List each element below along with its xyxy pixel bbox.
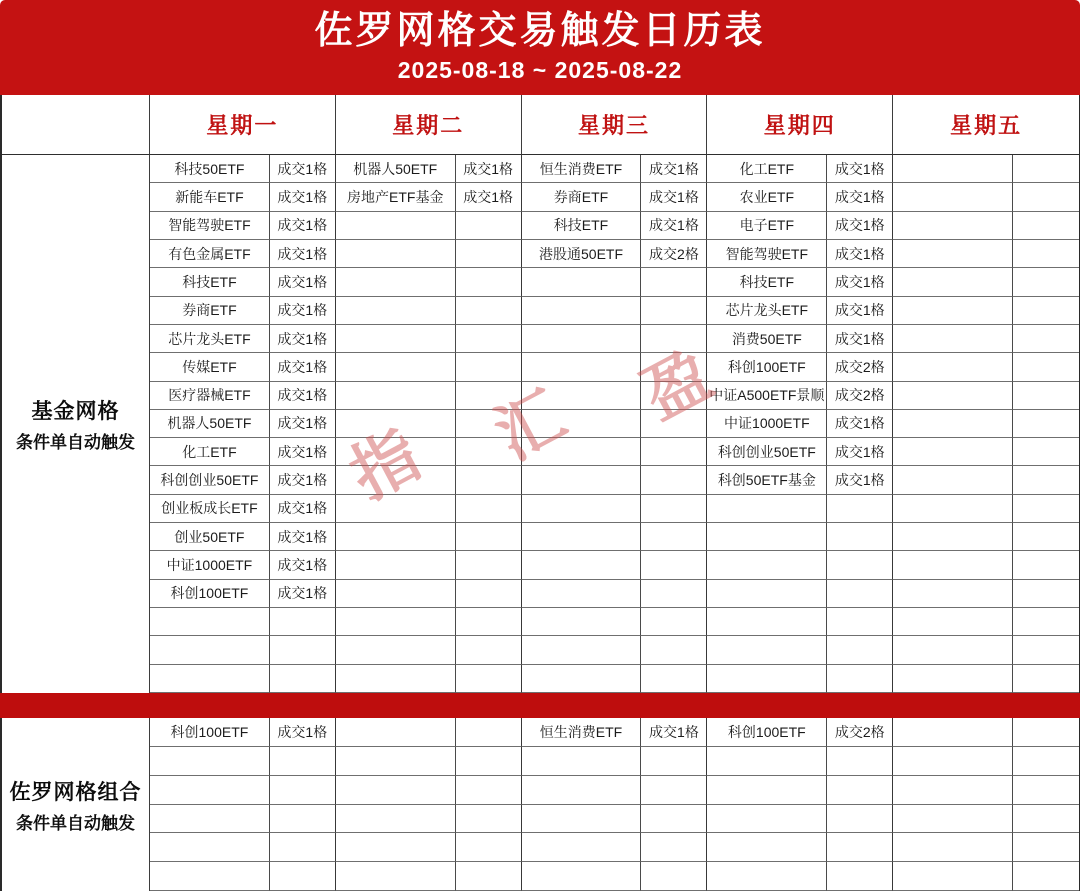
trade-grid-count-cell xyxy=(1013,665,1079,693)
etf-name-cell xyxy=(150,636,270,664)
trade-grid-count-cell xyxy=(827,495,893,523)
trade-grid-count-cell xyxy=(827,523,893,551)
trade-grid-count-cell xyxy=(456,636,522,664)
trade-grid-count-cell xyxy=(641,353,707,381)
header-corner-cell xyxy=(2,95,150,155)
trade-grid-count-cell xyxy=(1013,155,1079,183)
etf-name-cell xyxy=(336,747,456,776)
trade-grid-count-cell: 成交2格 xyxy=(827,353,893,381)
trade-grid-count-cell xyxy=(270,776,336,805)
etf-name-cell: 化工ETF xyxy=(150,438,270,466)
etf-name-cell xyxy=(893,240,1013,268)
etf-name-cell xyxy=(522,495,642,523)
section-title: 佐罗网格组合 xyxy=(9,780,142,804)
section-subtitle: 条件单自动触发 xyxy=(16,813,135,833)
trade-grid-count-cell xyxy=(1013,240,1079,268)
etf-name-cell: 科创100ETF xyxy=(150,580,270,608)
trade-grid-count-cell xyxy=(1013,551,1079,579)
trade-grid-count-cell xyxy=(270,805,336,834)
trade-grid-count-cell: 成交2格 xyxy=(641,240,707,268)
trade-grid-count-cell xyxy=(641,466,707,494)
watermark-char: 汇 xyxy=(483,376,577,474)
etf-name-cell: 农业ETF xyxy=(707,183,827,211)
etf-name-cell xyxy=(522,325,642,353)
etf-name-cell xyxy=(707,665,827,693)
section-title: 基金网格 xyxy=(31,400,120,423)
trade-grid-count-cell xyxy=(1013,833,1079,862)
zorro-portfolio-section xyxy=(0,718,1080,891)
weekday-header-row xyxy=(0,95,1080,155)
trade-grid-count-cell xyxy=(1013,212,1079,240)
etf-name-cell xyxy=(893,805,1013,834)
etf-name-cell xyxy=(707,805,827,834)
trade-grid-count-cell: 成交1格 xyxy=(456,183,522,211)
etf-name-cell xyxy=(336,382,456,410)
trade-grid-count-cell xyxy=(641,747,707,776)
etf-name-cell xyxy=(707,747,827,776)
etf-name-cell xyxy=(522,438,642,466)
date-range: 2025-08-18 ~ 2025-08-22 xyxy=(397,57,683,84)
trade-grid-count-cell: 成交1格 xyxy=(827,297,893,325)
trade-grid-count-cell xyxy=(456,438,522,466)
etf-name-cell xyxy=(893,580,1013,608)
trade-grid-count-cell: 成交1格 xyxy=(827,183,893,211)
trade-grid-count-cell: 成交2格 xyxy=(827,382,893,410)
etf-name-cell xyxy=(336,551,456,579)
trade-grid-count-cell xyxy=(456,297,522,325)
watermark-char: 指 xyxy=(338,416,432,514)
red-divider-bar xyxy=(0,693,1080,718)
etf-name-cell xyxy=(336,608,456,636)
trade-grid-count-cell xyxy=(1013,325,1079,353)
trade-grid-count-cell xyxy=(1013,718,1079,747)
trade-grid-count-cell: 成交1格 xyxy=(270,240,336,268)
trade-grid-count-cell: 成交1格 xyxy=(270,551,336,579)
trade-grid-count-cell xyxy=(641,410,707,438)
trade-grid-count-cell xyxy=(456,268,522,296)
trade-grid-count-cell xyxy=(1013,353,1079,381)
etf-name-cell: 科技ETF xyxy=(707,268,827,296)
etf-name-cell: 芯片龙头ETF xyxy=(707,297,827,325)
etf-name-cell xyxy=(893,551,1013,579)
trade-grid-count-cell xyxy=(641,608,707,636)
weekday-header-wednesday: 星期三 xyxy=(522,95,708,155)
trade-grid-count-cell: 成交1格 xyxy=(641,183,707,211)
etf-name-cell: 科技50ETF xyxy=(150,155,270,183)
etf-name-cell xyxy=(150,776,270,805)
etf-name-cell: 有色金属ETF xyxy=(150,240,270,268)
trade-grid-count-cell xyxy=(270,665,336,693)
trade-grid-count-cell xyxy=(456,776,522,805)
etf-name-cell xyxy=(336,833,456,862)
etf-name-cell: 恒生消费ETF xyxy=(522,718,642,747)
trade-grid-count-cell xyxy=(1013,580,1079,608)
section-subtitle: 条件单自动触发 xyxy=(16,433,135,452)
trade-grid-count-cell xyxy=(270,747,336,776)
etf-name-cell: 科创创业50ETF xyxy=(150,466,270,494)
section-label-fund-grid xyxy=(2,155,150,693)
etf-name-cell: 创业50ETF xyxy=(150,523,270,551)
trade-grid-count-cell xyxy=(270,636,336,664)
trade-grid-count-cell xyxy=(456,410,522,438)
trade-grid-count-cell: 成交1格 xyxy=(270,523,336,551)
trade-grid-count-cell xyxy=(456,551,522,579)
trade-grid-count-cell xyxy=(456,325,522,353)
etf-name-cell xyxy=(707,636,827,664)
trade-grid-count-cell xyxy=(456,747,522,776)
trade-grid-count-cell xyxy=(827,580,893,608)
etf-name-cell xyxy=(522,580,642,608)
trade-grid-count-cell xyxy=(641,805,707,834)
trade-grid-count-cell: 成交1格 xyxy=(270,268,336,296)
etf-name-cell xyxy=(893,523,1013,551)
trade-grid-count-cell: 成交1格 xyxy=(270,438,336,466)
etf-name-cell: 科创100ETF xyxy=(707,718,827,747)
etf-name-cell: 科创100ETF xyxy=(707,353,827,381)
etf-name-cell xyxy=(336,240,456,268)
etf-name-cell: 创业板成长ETF xyxy=(150,495,270,523)
etf-name-cell xyxy=(707,862,827,891)
etf-name-cell xyxy=(893,155,1013,183)
etf-name-cell xyxy=(522,665,642,693)
etf-name-cell xyxy=(707,833,827,862)
trade-grid-count-cell: 成交1格 xyxy=(270,297,336,325)
etf-name-cell xyxy=(150,665,270,693)
etf-name-cell xyxy=(522,382,642,410)
etf-name-cell xyxy=(893,862,1013,891)
etf-name-cell xyxy=(522,353,642,381)
trade-grid-count-cell: 成交1格 xyxy=(270,382,336,410)
etf-name-cell xyxy=(522,551,642,579)
trade-grid-count-cell xyxy=(641,580,707,608)
trade-grid-count-cell xyxy=(456,466,522,494)
trade-grid-count-cell: 成交1格 xyxy=(270,353,336,381)
etf-name-cell: 科技ETF xyxy=(522,212,642,240)
etf-name-cell xyxy=(893,776,1013,805)
etf-name-cell xyxy=(522,297,642,325)
trade-grid-count-cell xyxy=(641,523,707,551)
etf-name-cell xyxy=(336,862,456,891)
trade-grid-count-cell xyxy=(270,833,336,862)
trade-grid-count-cell xyxy=(1013,410,1079,438)
etf-name-cell xyxy=(150,833,270,862)
etf-name-cell xyxy=(893,183,1013,211)
trade-grid-count-cell: 成交1格 xyxy=(827,438,893,466)
etf-name-cell xyxy=(336,212,456,240)
trade-grid-count-cell xyxy=(1013,608,1079,636)
trade-grid-count-cell xyxy=(641,438,707,466)
trade-grid-count-cell xyxy=(456,580,522,608)
trade-grid-count-cell: 成交1格 xyxy=(827,155,893,183)
trade-grid-count-cell xyxy=(456,240,522,268)
trade-grid-count-cell: 成交1格 xyxy=(270,410,336,438)
trade-grid-count-cell xyxy=(827,805,893,834)
etf-name-cell xyxy=(893,665,1013,693)
etf-name-cell xyxy=(893,833,1013,862)
etf-name-cell xyxy=(893,495,1013,523)
trade-grid-count-cell: 成交1格 xyxy=(827,212,893,240)
etf-name-cell xyxy=(522,833,642,862)
trade-grid-count-cell xyxy=(270,862,336,891)
etf-name-cell xyxy=(336,523,456,551)
trade-grid-count-cell xyxy=(1013,747,1079,776)
trade-grid-count-cell: 成交1格 xyxy=(827,410,893,438)
weekday-header-tuesday: 星期二 xyxy=(336,95,522,155)
etf-name-cell xyxy=(707,776,827,805)
section-label-zorro-portfolio xyxy=(2,718,150,891)
etf-name-cell xyxy=(150,805,270,834)
trade-grid-count-cell xyxy=(456,833,522,862)
etf-name-cell: 港股通50ETF xyxy=(522,240,642,268)
etf-name-cell xyxy=(150,608,270,636)
trade-grid-count-cell: 成交1格 xyxy=(270,466,336,494)
trade-grid-count-cell xyxy=(641,268,707,296)
etf-name-cell xyxy=(893,297,1013,325)
etf-name-cell xyxy=(707,495,827,523)
trade-grid-count-cell: 成交1格 xyxy=(270,495,336,523)
trade-grid-count-cell xyxy=(641,636,707,664)
weekday-header-monday: 星期一 xyxy=(150,95,336,155)
trade-grid-count-cell xyxy=(456,523,522,551)
trade-grid-count-cell xyxy=(827,636,893,664)
etf-name-cell xyxy=(336,665,456,693)
etf-name-cell xyxy=(336,438,456,466)
etf-name-cell xyxy=(893,410,1013,438)
trade-grid-count-cell xyxy=(641,551,707,579)
trade-grid-count-cell xyxy=(456,382,522,410)
trade-grid-count-cell xyxy=(1013,268,1079,296)
trade-grid-count-cell xyxy=(456,805,522,834)
etf-name-cell: 新能车ETF xyxy=(150,183,270,211)
trade-grid-count-cell xyxy=(827,833,893,862)
etf-name-cell xyxy=(522,523,642,551)
trade-grid-count-cell xyxy=(1013,466,1079,494)
trade-grid-count-cell: 成交1格 xyxy=(456,155,522,183)
weekday-header-friday: 星期五 xyxy=(893,95,1079,155)
trade-grid-count-cell: 成交1格 xyxy=(827,325,893,353)
trade-grid-count-cell xyxy=(1013,438,1079,466)
etf-name-cell xyxy=(336,410,456,438)
etf-name-cell xyxy=(893,466,1013,494)
etf-name-cell xyxy=(522,608,642,636)
trade-grid-count-cell xyxy=(1013,776,1079,805)
etf-name-cell xyxy=(336,466,456,494)
trade-grid-count-cell xyxy=(641,665,707,693)
title-banner xyxy=(0,0,1080,95)
etf-name-cell xyxy=(336,297,456,325)
etf-name-cell: 医疗器械ETF xyxy=(150,382,270,410)
etf-name-cell: 恒生消费ETF xyxy=(522,155,642,183)
etf-name-cell: 中证1000ETF xyxy=(707,410,827,438)
trade-grid-count-cell: 成交1格 xyxy=(827,466,893,494)
trade-grid-count-cell xyxy=(1013,183,1079,211)
trade-grid-count-cell xyxy=(1013,297,1079,325)
etf-name-cell xyxy=(336,353,456,381)
trade-grid-count-cell xyxy=(1013,523,1079,551)
etf-name-cell xyxy=(707,523,827,551)
etf-name-cell xyxy=(893,718,1013,747)
etf-name-cell xyxy=(522,776,642,805)
etf-name-cell xyxy=(707,580,827,608)
trade-grid-count-cell: 成交1格 xyxy=(270,718,336,747)
trade-grid-count-cell xyxy=(827,776,893,805)
etf-name-cell: 科创50ETF基金 xyxy=(707,466,827,494)
etf-name-cell: 机器人50ETF xyxy=(150,410,270,438)
etf-name-cell xyxy=(522,747,642,776)
watermark-char: 盈 xyxy=(630,336,724,434)
trade-grid-count-cell: 成交1格 xyxy=(641,155,707,183)
trade-grid-count-cell xyxy=(1013,636,1079,664)
trade-grid-count-cell: 成交1格 xyxy=(641,212,707,240)
weekday-header-thursday: 星期四 xyxy=(707,95,893,155)
trade-grid-count-cell xyxy=(827,551,893,579)
trade-grid-count-cell xyxy=(1013,495,1079,523)
etf-name-cell: 科创100ETF xyxy=(150,718,270,747)
etf-name-cell xyxy=(893,325,1013,353)
trade-grid-count-cell xyxy=(641,382,707,410)
etf-name-cell xyxy=(522,268,642,296)
etf-name-cell: 中证A500ETF景顺 xyxy=(707,382,827,410)
trade-grid-count-cell: 成交1格 xyxy=(270,183,336,211)
trade-grid-count-cell xyxy=(1013,862,1079,891)
etf-name-cell xyxy=(522,805,642,834)
etf-name-cell: 券商ETF xyxy=(522,183,642,211)
etf-name-cell xyxy=(336,776,456,805)
etf-name-cell: 机器人50ETF xyxy=(336,155,456,183)
etf-name-cell: 芯片龙头ETF xyxy=(150,325,270,353)
trade-grid-count-cell: 成交1格 xyxy=(827,240,893,268)
trade-grid-count-cell xyxy=(641,325,707,353)
etf-name-cell xyxy=(893,608,1013,636)
trade-grid-count-cell xyxy=(456,608,522,636)
etf-name-cell: 券商ETF xyxy=(150,297,270,325)
etf-name-cell xyxy=(893,382,1013,410)
trade-grid-count-cell: 成交2格 xyxy=(827,718,893,747)
etf-name-cell xyxy=(707,608,827,636)
trade-grid-count-cell xyxy=(827,665,893,693)
trade-grid-count-cell xyxy=(641,297,707,325)
etf-name-cell xyxy=(893,636,1013,664)
etf-name-cell xyxy=(893,212,1013,240)
trade-grid-count-cell xyxy=(827,862,893,891)
etf-name-cell: 科技ETF xyxy=(150,268,270,296)
trade-grid-count-cell xyxy=(641,862,707,891)
etf-name-cell xyxy=(893,268,1013,296)
etf-name-cell: 电子ETF xyxy=(707,212,827,240)
etf-name-cell xyxy=(893,438,1013,466)
etf-name-cell xyxy=(336,718,456,747)
etf-name-cell xyxy=(336,268,456,296)
page-title: 佐罗网格交易触发日历表 xyxy=(314,9,766,52)
etf-name-cell: 消费50ETF xyxy=(707,325,827,353)
etf-name-cell: 科创创业50ETF xyxy=(707,438,827,466)
trade-grid-count-cell xyxy=(456,665,522,693)
etf-name-cell xyxy=(893,353,1013,381)
etf-name-cell xyxy=(336,325,456,353)
trade-grid-count-cell xyxy=(456,353,522,381)
etf-name-cell xyxy=(336,636,456,664)
etf-name-cell xyxy=(336,580,456,608)
trade-grid-count-cell xyxy=(1013,805,1079,834)
fund-grid-section xyxy=(0,155,1080,693)
trade-grid-count-cell: 成交1格 xyxy=(270,155,336,183)
trade-grid-count-cell xyxy=(456,212,522,240)
trade-grid-count-cell xyxy=(641,776,707,805)
etf-name-cell: 房地产ETF基金 xyxy=(336,183,456,211)
trade-grid-count-cell xyxy=(456,495,522,523)
trade-grid-count-cell: 成交1格 xyxy=(270,325,336,353)
etf-name-cell xyxy=(336,805,456,834)
trade-grid-count-cell xyxy=(270,608,336,636)
etf-name-cell: 智能驾驶ETF xyxy=(150,212,270,240)
trade-grid-count-cell xyxy=(456,862,522,891)
etf-name-cell xyxy=(150,862,270,891)
etf-name-cell xyxy=(522,636,642,664)
etf-name-cell: 传媒ETF xyxy=(150,353,270,381)
etf-name-cell: 中证1000ETF xyxy=(150,551,270,579)
etf-name-cell xyxy=(893,747,1013,776)
etf-name-cell: 化工ETF xyxy=(707,155,827,183)
etf-name-cell xyxy=(522,466,642,494)
trade-grid-count-cell xyxy=(456,718,522,747)
trade-grid-count-cell xyxy=(641,833,707,862)
etf-name-cell: 智能驾驶ETF xyxy=(707,240,827,268)
trade-grid-count-cell: 成交1格 xyxy=(641,718,707,747)
trade-grid-count-cell xyxy=(827,747,893,776)
trade-grid-count-cell: 成交1格 xyxy=(827,268,893,296)
etf-name-cell xyxy=(522,862,642,891)
trade-grid-count-cell: 成交1格 xyxy=(270,580,336,608)
etf-name-cell xyxy=(522,410,642,438)
trade-grid-count-cell xyxy=(827,608,893,636)
trade-grid-count-cell xyxy=(1013,382,1079,410)
trade-grid-count-cell xyxy=(641,495,707,523)
etf-name-cell xyxy=(336,495,456,523)
etf-name-cell xyxy=(707,551,827,579)
etf-name-cell xyxy=(150,747,270,776)
trade-grid-count-cell: 成交1格 xyxy=(270,212,336,240)
